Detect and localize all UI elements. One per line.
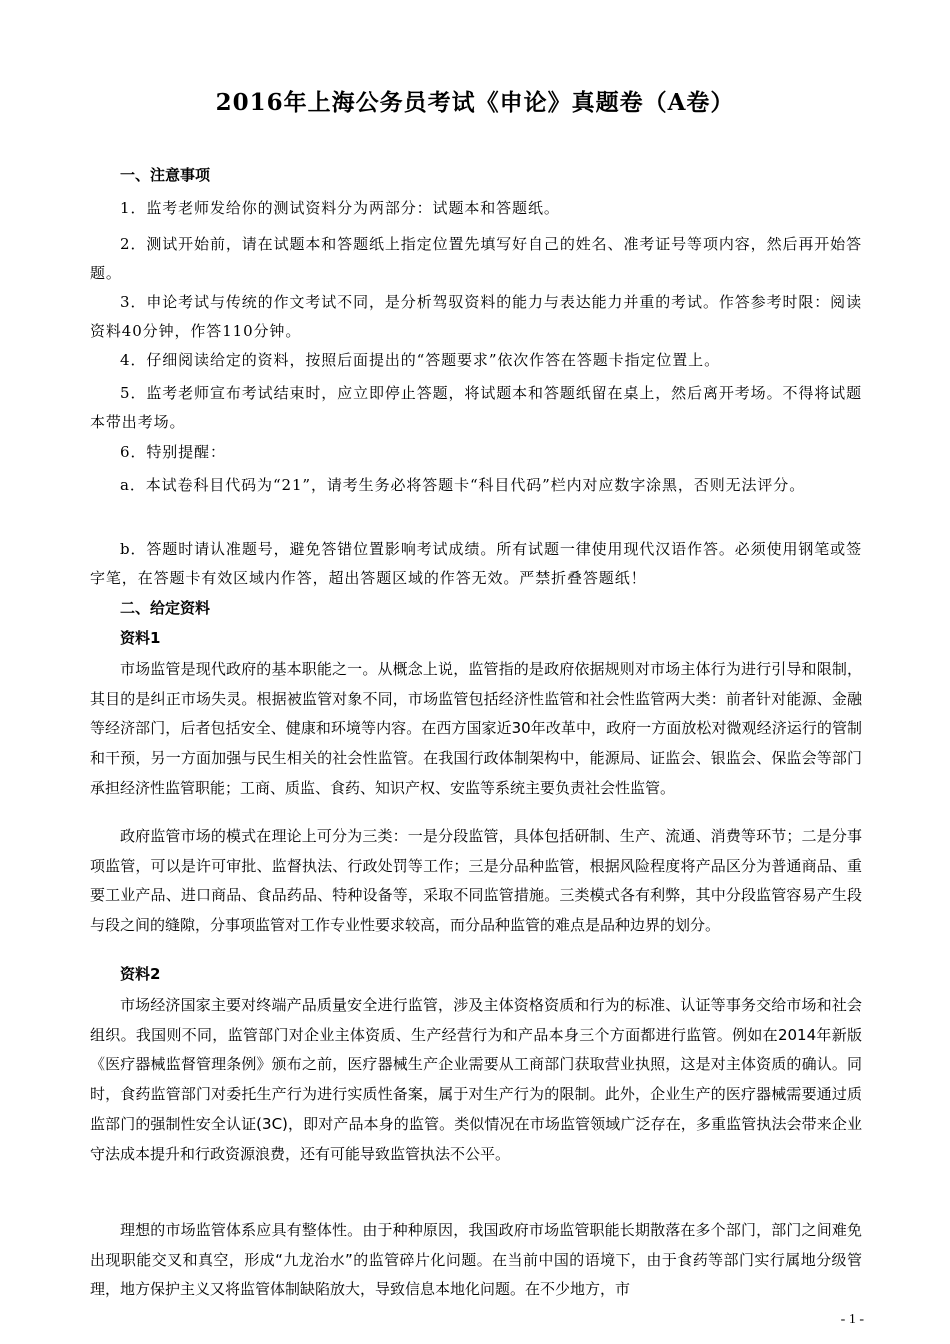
note-item-1: 1．监考老师发给你的测试资料分为两部分：试题本和答题纸。 xyxy=(120,199,560,217)
note-item-b: b．答题时请认准题号，避免答错位置影响考试成绩。所有试题一律使用现代汉语作答。必须使用钢笔或签字笔，在答题卡有效区域内作答，超出答题区域的作答无效。严禁折叠答题纸！ xyxy=(90,540,862,587)
section-heading-notes: 一、注意事项 xyxy=(120,166,211,184)
note-item-3: 3．申论考试与传统的作文考试不同，是分析驾驭资料的能力与表达能力并重的考试。作答参考时限：阅读资料40分钟，作答110分钟。 xyxy=(90,293,862,340)
material-2-label: 资料2 xyxy=(120,965,161,983)
material-1-paragraph-2: 政府监管市场的模式在理论上可分为三类：一是分段监管，具体包括研制、生产、流通、消费等环节；二是分事项监管，可以是许可审批、监督执法、行政处罚等工作；三是分品种监管，根据风险程度将产品区分为普通商品、重要工业产品、进口商品、食品药品、特种设备等，采取不同监管措施。三类模式各有利弊，其中分段监管容易产生段与段之间的缝隙，分事项监管对工作专业性要求较高，而分品种监管的难点是品种边界的划分。 xyxy=(90,827,862,935)
note-item-4: 4．仔细阅读给定的资料，按照后面提出的“答题要求”依次作答在答题卡指定位置上。 xyxy=(120,351,720,369)
note-item-6: 6．特别提醒： xyxy=(120,443,226,461)
note-item-a: a．本试卷科目代码为“21”，请考生务必将答题卡“科目代码”栏内对应数字涂黑，否则无法评分。 xyxy=(120,476,806,494)
material-2-paragraph-1: 市场经济国家主要对终端产品质量安全进行监管，涉及主体资格资质和行为的标准、认证等事务交给市场和社会组织。我国则不同，监管部门对企业主体资质、生产经营行为和产品本身三个方面都进行监管。例如在2014年新版《医疗器械监督管理条例》颁布之前，医疗器械生产企业需要从工商部门获取营业执照，这是对主体资质的确认。同时，食药监管部门对委托生产行为进行实质性备案，属于对生产行为的限制。此外，企业生产的医疗器械需要通过质监部门的强制性安全认证(3C)，即对产品本身的监管。类似情况在市场监管领域广泛存在，多重监管执法会带来企业守法成本提升和行政资源浪费，还有可能导致监管执法不公平。 xyxy=(90,996,862,1163)
material-2-paragraph-2: 理想的市场监管体系应具有整体性。由于种种原因，我国政府市场监管职能长期散落在多个部门，部门之间难免出现职能交叉和真空，形成“九龙治水”的监管碎片化问题。在当前中国的语境下，由于食药等部门实行属地分级管理，地方保护主义又将监管体制缺陷放大，导致信息本地化问题。在不少地方，市 xyxy=(90,1221,862,1299)
note-item-2: 2．测试开始前，请在试题本和答题纸上指定位置先填写好自己的姓名、准考证号等项内容，然后再开始答题。 xyxy=(90,235,862,282)
note-item-5: 5．监考老师宣布考试结束时，应立即停止答题，将试题本和答题纸留在桌上，然后离开考场。不得将试题本带出考场。 xyxy=(90,384,862,431)
page-title: 2016年上海公务员考试《申论》真题卷（A卷） xyxy=(215,89,735,116)
material-1-paragraph-1: 市场监管是现代政府的基本职能之一。从概念上说，监管指的是政府依据规则对市场主体行为进行引导和限制，其目的是纠正市场失灵。根据被监管对象不同，市场监管包括经济性监管和社会性监管两大类：前者针对能源、金融等经济部门，后者包括安全、健康和环境等内容。在西方国家近30年改革中，政府一方面放松对微观经济运行的管制和干预，另一方面加强与民生相关的社会性监管。在我国行政体制架构中，能源局、证监会、银监会、保监会等部门承担经济性监管职能；工商、质监、食药、知识产权、安监等系统主要负责社会性监管。 xyxy=(90,660,862,797)
material-1-label: 资料1 xyxy=(120,629,161,647)
section-heading-materials: 二、给定资料 xyxy=(120,599,211,617)
page-number: - 1 - xyxy=(840,1312,864,1327)
